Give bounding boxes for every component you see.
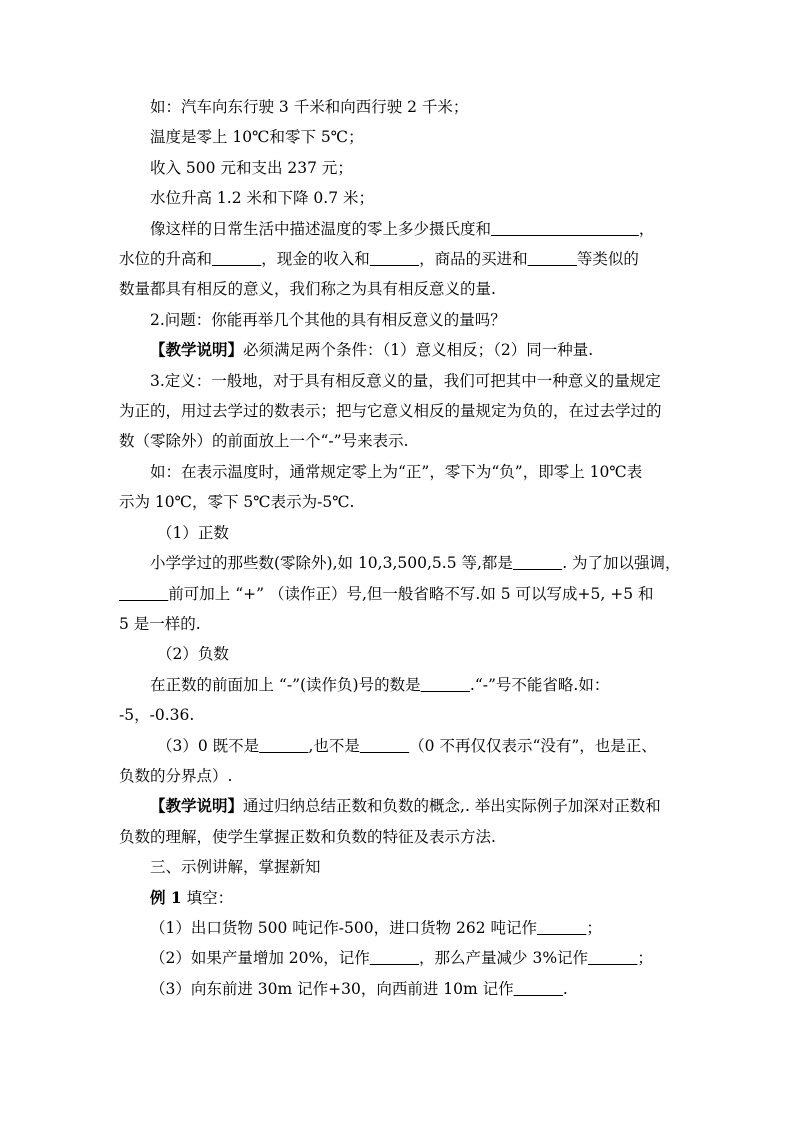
text-line: 像这样的日常生活中描述温度的零上多少摄氏度和 — [150, 219, 492, 238]
text-line: 小学学过的那些数(零除外),如 10,3,500,5.5 等,都是 — [150, 554, 513, 573]
paragraph — [119, 943, 675, 973]
teaching-note-label: 【教学说明】 — [150, 796, 244, 816]
paragraph — [119, 731, 675, 761]
text-line: 水位升高 1.2 米和下降 0.7 米； — [150, 189, 375, 208]
text-line: 3.定义：一般地，对于具有相反意义的量，我们可把其中一种意义的量规定 — [150, 371, 661, 390]
paragraph — [119, 396, 675, 426]
fill-in-blank — [119, 585, 168, 603]
paragraph — [119, 244, 675, 274]
fill-in-blank — [370, 250, 419, 268]
text-line: （3）向东前进 30m 记作+30，向西前进 10m 记作 — [150, 979, 514, 998]
text-line: ，商品的买进和 — [419, 250, 528, 269]
fill-in-blank — [212, 250, 261, 268]
text-line: 必须满足两个条件：（1）意义相反；（2）同一种量. — [243, 341, 594, 360]
paragraph — [119, 457, 675, 487]
text-line: ,也不是 — [308, 736, 360, 755]
paragraph — [119, 305, 675, 335]
paragraph — [119, 366, 675, 396]
text-line: ，现金的收入和 — [261, 250, 370, 269]
text-line: . 为了加以强调， — [562, 554, 681, 573]
paragraph — [119, 579, 675, 609]
fill-in-blank — [513, 554, 562, 572]
text-line: 通过归纳总结正数和负数的概念,. 举出实际例子加深对正数和 — [243, 797, 661, 816]
paragraph — [119, 183, 675, 213]
text-line: 示为 10℃，零下 5℃表示为-5℃. — [119, 493, 355, 512]
fill-in-blank — [537, 919, 586, 937]
example-label: 例 1 — [150, 887, 182, 907]
section-heading: （1）正数 — [157, 523, 229, 542]
paragraph — [119, 700, 675, 730]
fill-in-blank — [588, 949, 637, 967]
paragraph — [119, 609, 675, 639]
fill-in-blank — [259, 737, 308, 755]
paragraph — [119, 761, 675, 791]
paragraph — [119, 92, 675, 122]
paragraph — [119, 974, 675, 1004]
fill-in-blank — [370, 949, 419, 967]
fill-in-blank — [360, 737, 409, 755]
text-line: 如：汽车向东行驶 3 千米和向西行驶 2 千米； — [150, 98, 469, 116]
text-line: .“-”号不能省略.如： — [469, 675, 610, 694]
text-line: 2.问题：你能再举几个其他的具有相反意义的量吗？ — [150, 310, 506, 329]
paragraph — [119, 426, 675, 456]
text-line: 5 是一样的. — [119, 614, 201, 633]
paragraph — [119, 639, 675, 669]
text-line: ， — [638, 219, 655, 238]
teaching-note-label: 【教学说明】 — [150, 340, 244, 360]
text-line: 水位的升高和 — [119, 250, 213, 269]
text-line: 为正的，用过去学过的数表示；把与它意义相反的量规定为负的，在过去学过的 — [119, 402, 662, 421]
paragraph — [119, 791, 675, 821]
text-line: 温度是零上 10℃和零下 5℃； — [150, 128, 364, 147]
text-line: （3）0 既不是 — [157, 736, 260, 755]
text-line: -5，-0.36. — [119, 706, 195, 725]
paragraph — [119, 214, 675, 244]
text-line: （1）出口货物 500 吨记作-500，进口货物 262 吨记作 — [150, 918, 538, 937]
text-line: 等类似的 — [576, 250, 639, 269]
paragraph — [119, 518, 675, 548]
paragraph — [119, 670, 675, 700]
document-body — [119, 92, 681, 1004]
fill-in-blank — [491, 220, 639, 238]
text-line: 数（零除外）的前面放上一个“-”号来表示. — [119, 432, 409, 451]
paragraph — [119, 913, 675, 943]
paragraph — [119, 122, 675, 152]
paragraph — [119, 852, 675, 882]
text-line: （0 不再仅仅表示“没有”，也是正、 — [409, 736, 657, 755]
text-line: 填空： — [181, 888, 234, 907]
section-heading: （2）负数 — [157, 645, 229, 664]
fill-in-blank — [528, 250, 577, 268]
paragraph — [119, 548, 681, 578]
paragraph — [119, 274, 675, 304]
text-line: . — [562, 979, 568, 998]
fill-in-blank — [421, 676, 470, 694]
text-line: ，那么产量减少 3%记作 — [419, 949, 589, 968]
text-line: 在正数的前面加上 “-”(读作负)号的数是 — [150, 675, 421, 694]
paragraph — [119, 153, 675, 183]
section-heading: 三、示例讲解，掌握新知 — [150, 858, 321, 877]
paragraph — [119, 487, 675, 517]
paragraph — [119, 883, 675, 913]
fill-in-blank — [514, 980, 563, 998]
text-line: ； — [586, 918, 602, 937]
text-line: 负数的分界点）. — [119, 766, 233, 785]
text-line: 收入 500 元和支出 237 元； — [150, 158, 353, 177]
text-line: （2）如果产量增加 20%，记作 — [150, 949, 370, 968]
text-line: 负数的理解，使学生掌握正数和负数的特征及表示方法. — [119, 827, 496, 846]
paragraph — [119, 335, 675, 365]
text-line: 数量都具有相反的意义，我们称之为具有相反意义的量. — [119, 280, 496, 299]
text-line: ； — [637, 949, 653, 968]
paragraph — [119, 822, 675, 852]
text-line: 前可加上 “+” （读作正）号,但一般省略不写.如 5 可以写成+5, +5 和 — [168, 584, 654, 603]
text-line: 如：在表示温度时，通常规定零上为“正”，零下为“负”，即零上 10℃表 — [150, 462, 643, 481]
